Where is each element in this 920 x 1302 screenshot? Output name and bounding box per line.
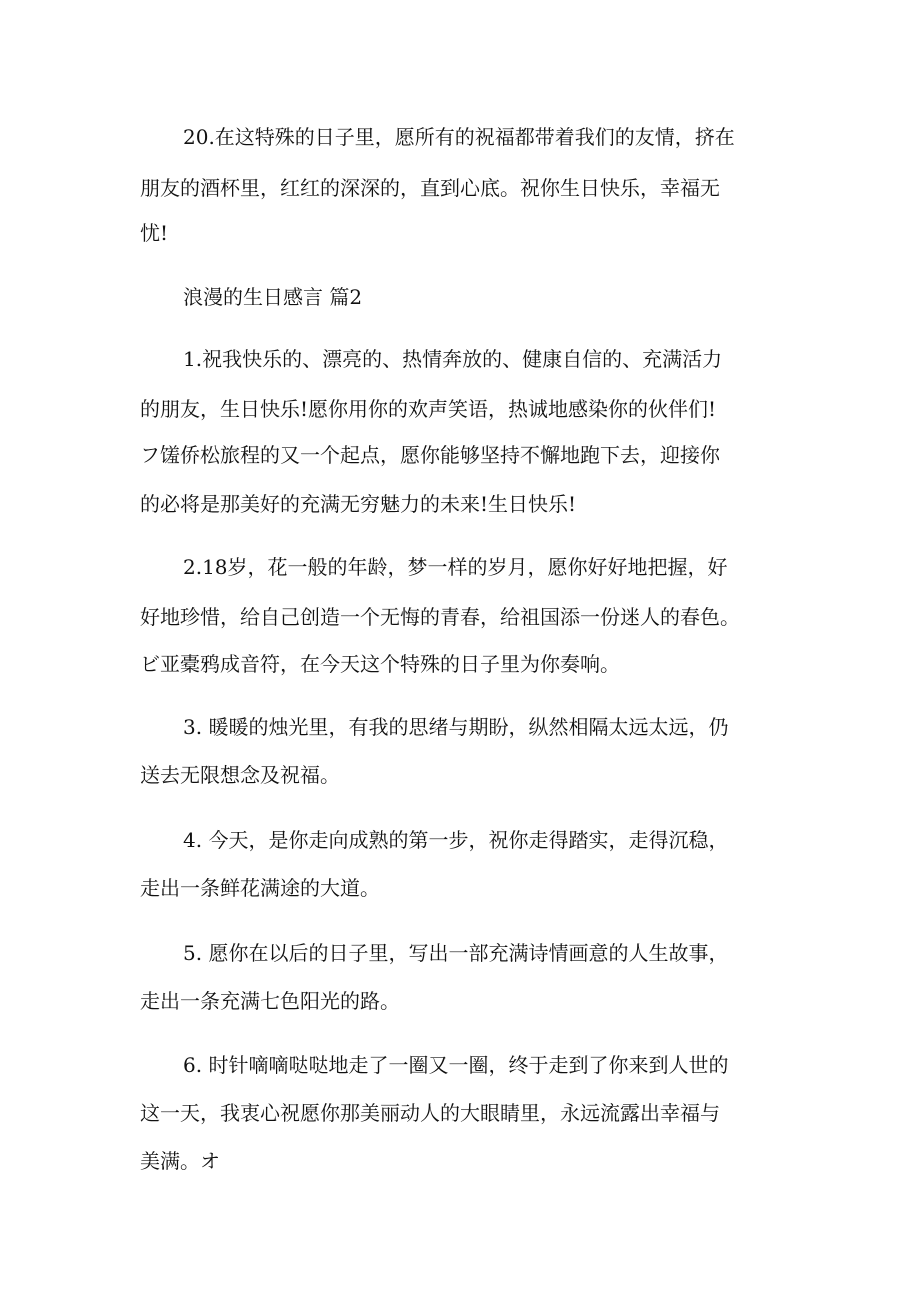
section-heading: 浪漫的生日感言 篇2 bbox=[183, 285, 363, 309]
text-line: 6. 时针嘀嘀哒哒地走了一圈又一圈，终于走到了你来到人世的 bbox=[183, 1053, 729, 1077]
text-line: 的必将是那美好的充满无穷魅力的未来!生日快乐! bbox=[140, 492, 577, 516]
text-line: 2.18岁，花一般的年龄，梦一样的岁月，愿你好好地把握，好 bbox=[183, 555, 728, 579]
text-line: 4. 今天，是你走向成熟的第一步，祝你走得踏实，走得沉稳， bbox=[183, 828, 729, 852]
text-line: 好地珍惜，给自己创造一个无悔的青春，给祖国添一份迷人的春色。 bbox=[140, 605, 740, 629]
text-line: 朋友的酒杯里，红红的深深的，直到心底。祝你生日快乐，幸福无 bbox=[140, 176, 720, 200]
text-line: 走出一条充满七色阳光的路。 bbox=[140, 989, 400, 1013]
text-line: ビ亚橐鸦成音符，在今天这个特殊的日子里为你奏响。 bbox=[140, 652, 620, 676]
text-line: フ馐侨松旅程的又一个起点，愿你能够坚持不懈地跑下去，迎接你 bbox=[140, 443, 720, 467]
text-line: 美满。オ bbox=[140, 1149, 220, 1173]
text-line: 忧! bbox=[140, 221, 169, 245]
text-line: 5. 愿你在以后的日子里，写出一部充满诗情画意的人生故事， bbox=[183, 941, 729, 965]
text-line: 送去无限想念及祝福。 bbox=[140, 763, 340, 787]
text-line: 这一天，我衷心祝愿你那美丽动人的大眼睛里，永远流露出幸福与 bbox=[140, 1101, 720, 1125]
text-line: 走出一条鲜花满途的大道。 bbox=[140, 876, 380, 900]
text-line: 20.在这特殊的日子里，愿所有的祝福都带着我们的友情，挤在 bbox=[183, 125, 735, 149]
text-line: 的朋友，生日快乐!愿你用你的欢声笑语，热诚地感染你的伙伴们! bbox=[140, 397, 717, 421]
text-line: 1.祝我快乐的、漂亮的、热情奔放的、健康自信的、充满活力 bbox=[183, 347, 723, 371]
text-line: 3. 暖暖的烛光里，有我的思绪与期盼，纵然相隔太远太远，仍 bbox=[183, 715, 729, 739]
